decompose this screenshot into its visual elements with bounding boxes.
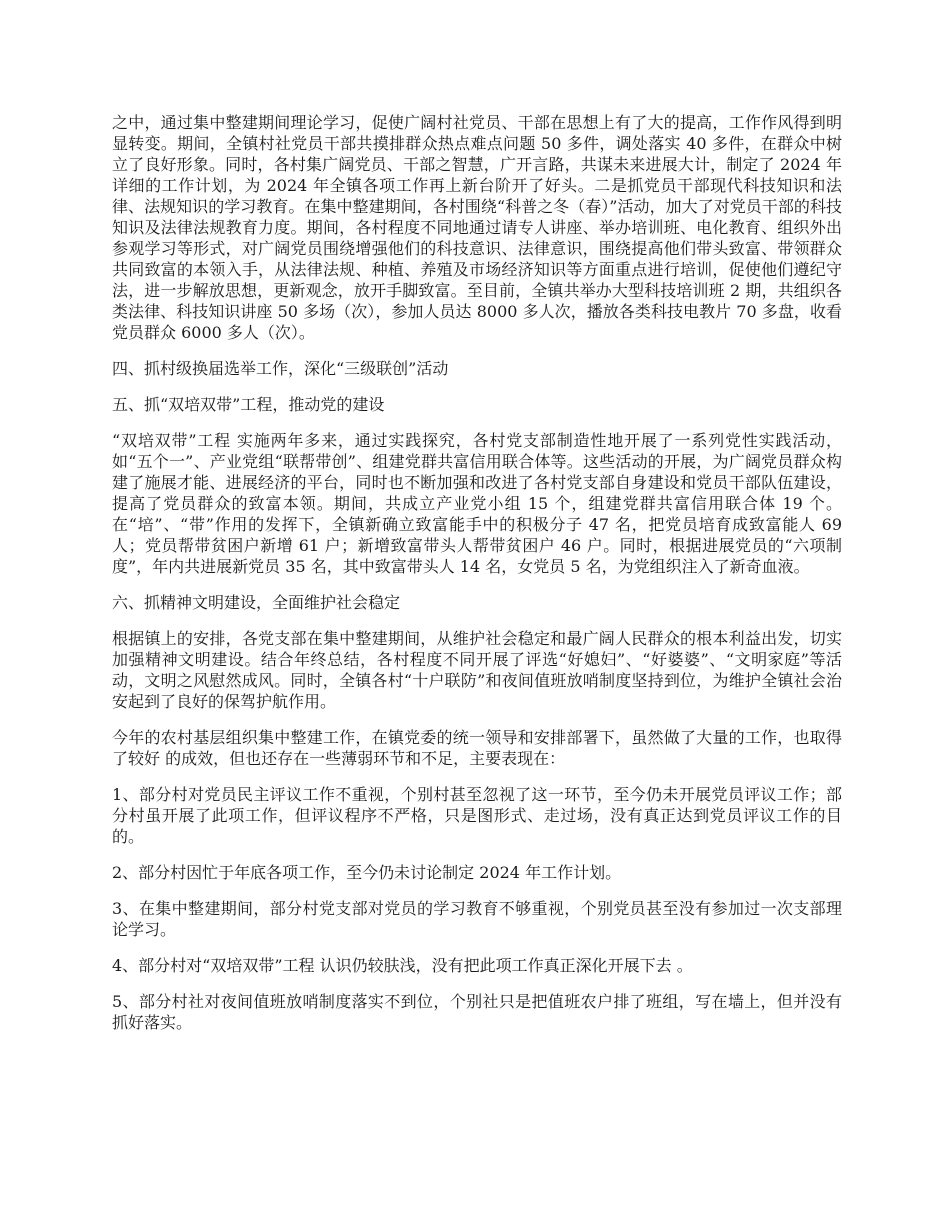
list-item-4: 4、部分村对“双培双带”工程 认识仍较肤浅，没有把此项工作真正深化开展下去 。 xyxy=(112,956,693,975)
section-heading-4: 四、抓村级换届选举工作，深化“三级联创”活动 xyxy=(112,359,449,378)
section-heading-6: 六、抓精神文明建设，全面维护社会稳定 xyxy=(112,593,401,612)
paragraph-shuangpei-shuangdai: “双培双带”工程 实施两年多来，通过实践探究，各村党支部制造性地开展了一系列党性实践活动，如“五个一”、产业党组“联帮带创”、组建党群共富信用联合体等。这些活动的开展，为广阔党员群众构建了施展才能、进展经济的平台，同时也不断加强和改进了各村党支部自身建设和党员干部队伍建设，提高了党员群众的致富本领。期间，共成立产业党小组 15 个，组建党群共富信用联合体 19 个。在“培”、“带”作用的发挥下，全镇新确立致富能手中的积极分子 47 名，把党员培育成致富能人 69 人；党员帮带贫困户新增 61 户；新增致富带头人帮带贫困户 46 户。同时，根据进展党员的“六项制度”，年内共进展新党员 35 名，其中致富带头人 14 名，女党员 5 名，为党组织注入了新奇血液。 xyxy=(112,431,842,576)
list-item-1: 1、部分村对党员民主评议工作不重视，个别村甚至忽视了这一环节，至今仍未开展党员评议工作；部分村虽开展了此项工作，但评议程序不严格，只是图形式、走过场，没有真正达到党员评议工作的目的。 xyxy=(112,785,842,846)
list-item-5: 5、部分村社对夜间值班放哨制度落实不到位，个别社只是把值班农户排了班组，写在墙上，但并没有抓好落实。 xyxy=(112,992,842,1032)
document-body xyxy=(112,112,842,1048)
paragraph-civilization: 根据镇上的安排，各党支部在集中整建期间，从维护社会稳定和最广阔人民群众的根本利益出发，切实加强精神文明建设。结合年终总结，各村程度不同开展了评选“好媳妇”、“好婆婆”、“文明家庭”等活动，文明之风慰然成风。同时，全镇各村“十户联防”和夜间值班放哨制度坚持到位，为维护全镇社会治安起到了良好的保驾护航作用。 xyxy=(112,629,842,711)
paragraph-summary: 今年的农村基层组织集中整建工作，在镇党委的统一领导和安排部署下，虽然做了大量的工作，也取得了较好 的成效，但也还存在一些薄弱环节和不足，主要表现在： xyxy=(112,728,842,768)
section-heading-5: 五、抓“双培双带”工程，推动党的建设 xyxy=(112,395,385,414)
list-item-2: 2、部分村因忙于年底各项工作，至今仍未讨论制定 2024 年工作计划。 xyxy=(112,863,622,882)
list-item-3: 3、在集中整建期间，部分村党支部对党员的学习教育不够重视，个别党员甚至没有参加过一次支部理论学习。 xyxy=(112,899,842,939)
paragraph-study-education: 之中，通过集中整建期间理论学习，促使广阔村社党员、干部在思想上有了大的提高，工作作风得到明显转变。期间，全镇村社党员干部共摸排群众热点难点问题 50 多件，调处落实 40 多件，在群众中树立了良好形象。同时，各村集广阔党员、干部之智慧，广开言路，共谋未来进展大计，制定了 2024 年详细的工作计划，为 2024 年全镇各项工作再上新台阶开了好头。二是抓党员干部现代科技知识和法律、法规知识的学习教育。在集中整建期间，各村围绕“科普之冬（春）”活动，加大了对党员干部的科技知识及法律法规教育力度。期间，各村程度不同地通过请专人讲座、举办培训班、电化教育、组织外出参观学习等形式，对广阔党员围绕增强他们的科技意识、法律意识，围绕提高他们带头致富、带领群众共同致富的本领入手，从法律法规、种植、养殖及市场经济知识等方面重点进行培训，促使他们遵纪守法，进一步解放思想，更新观念，放开手脚致富。至目前，全镇共举办大型科技培训班 2 期，共组织各类法律、科技知识讲座 50 多场（次），参加人员达 8000 多人次，播放各类科技电教片 70 多盘，收看党员群众 6000 多人（次）。 xyxy=(112,113,842,342)
